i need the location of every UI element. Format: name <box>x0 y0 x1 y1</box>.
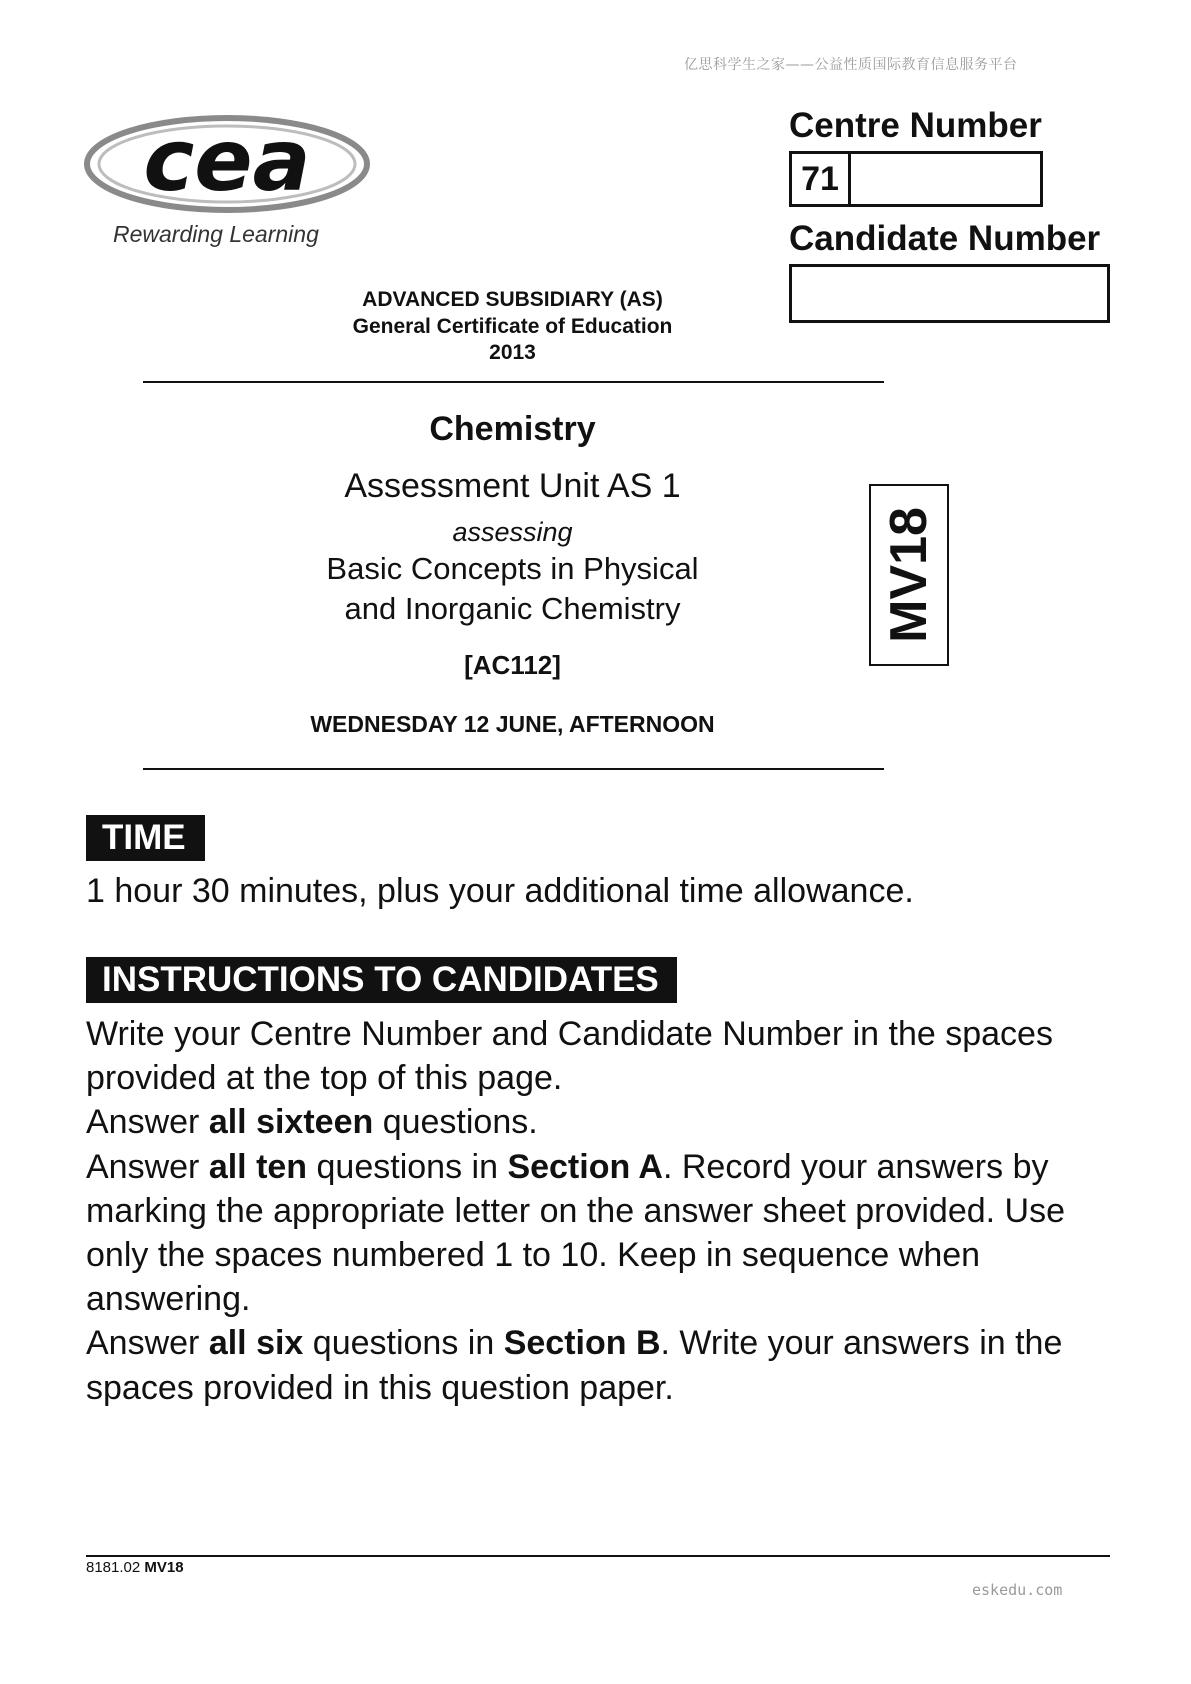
time-heading: TIME <box>86 815 205 861</box>
candidate-number-label: Candidate Number <box>789 219 1101 258</box>
exam-year: 2013 <box>489 341 536 364</box>
instruction-write-numbers: Write your Centre Number and Candidate Number in the spaces provided at the top of this page. <box>86 1015 1053 1098</box>
instruction-text: . Write your answers in the spaces provided in this question paper. <box>86 1324 1063 1407</box>
instruction-text: Answer <box>86 1147 209 1186</box>
footer-code <box>86 1559 184 1576</box>
instructions-list <box>86 1012 1126 1410</box>
instruction-emphasis: Section A <box>507 1147 663 1186</box>
instruction-answer-all <box>86 1100 1126 1144</box>
paper-code-box <box>869 484 949 666</box>
divider-mid <box>143 768 884 770</box>
footer-paper-code: MV18 <box>144 1559 184 1576</box>
logo-text: cea <box>143 112 311 211</box>
qualification-level: ADVANCED SUBSIDIARY (AS) <box>362 288 663 311</box>
instruction-emphasis: all sixteen <box>208 1103 374 1142</box>
instruction-text: Answer <box>86 1103 209 1142</box>
paper-code: MV18 <box>880 507 938 643</box>
instruction-emphasis: all ten <box>208 1147 308 1186</box>
centre-number-label: Centre Number <box>789 106 1042 145</box>
instruction-section-b <box>86 1321 1126 1409</box>
exam-code: [AC112] <box>464 650 561 680</box>
footer-number: 8181.02 <box>86 1559 141 1576</box>
logo-tagline: Rewarding Learning <box>113 221 319 247</box>
cea-logo <box>82 112 372 222</box>
time-allowance: 1 hour 30 minutes, plus your additional time allowance. <box>86 872 914 910</box>
watermark-bottom: eskedu.com <box>972 1581 1063 1599</box>
watermark-top: 亿思科学生之家——公益性质国际教育信息服务平台 <box>684 57 1018 73</box>
instruction-text: questions. <box>373 1103 538 1142</box>
instruction-emphasis: all six <box>208 1324 304 1363</box>
assessment-unit: Assessment Unit AS 1 <box>344 467 681 505</box>
instruction-text: . Record your answers by marking the appropriate letter on the answer sheet provided. Use only the spaces numbered 1 to 10. Keep in sequence when answering. <box>86 1147 1065 1319</box>
instruction-text: questions in <box>307 1147 508 1186</box>
unit-description-line2: and Inorganic Chemistry <box>344 591 681 626</box>
instruction-emphasis: Section B <box>503 1324 661 1363</box>
qualification-name: General Certificate of Education <box>352 315 673 338</box>
unit-description-line1: Basic Concepts in Physical <box>326 551 699 586</box>
centre-number-field[interactable] <box>789 151 1043 207</box>
footer-divider <box>86 1555 1110 1557</box>
instructions-heading: INSTRUCTIONS TO CANDIDATES <box>86 957 677 1003</box>
assessing-label: assessing <box>452 517 573 547</box>
candidate-number-field[interactable] <box>789 264 1110 323</box>
centre-number-prefix: 71 <box>792 154 851 204</box>
divider-top <box>143 381 884 383</box>
instruction-text: Answer <box>86 1324 209 1363</box>
subject-title: Chemistry <box>429 410 596 448</box>
instruction-section-a <box>86 1145 1126 1322</box>
instruction-text: questions in <box>303 1324 504 1363</box>
exam-date: WEDNESDAY 12 JUNE, AFTERNOON <box>310 711 715 737</box>
cea-logo-graphic <box>82 112 372 222</box>
